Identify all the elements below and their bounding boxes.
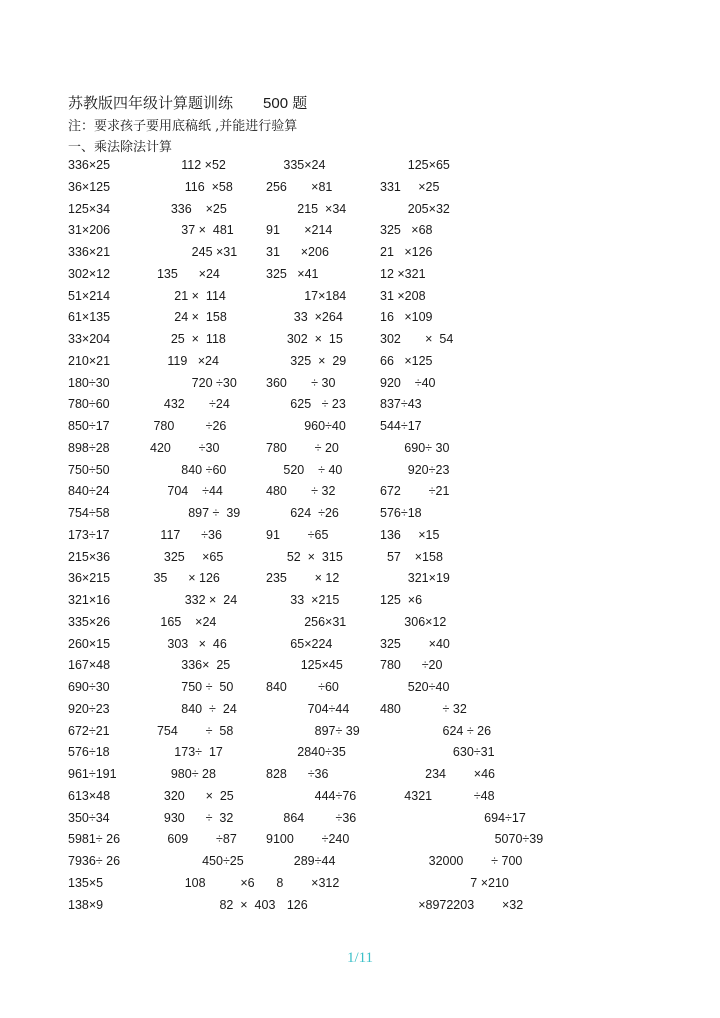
problem-cell: 336×25 bbox=[68, 158, 111, 172]
problem-cell: 31 ×206 bbox=[266, 245, 329, 259]
problem-cell: 2840÷35 bbox=[266, 745, 346, 760]
problem-row bbox=[0, 354, 720, 374]
problem-cell: 624 ÷26 bbox=[266, 506, 339, 520]
problem-cell: 289÷44 bbox=[266, 854, 336, 868]
problem-cell: 980÷ 28 bbox=[150, 767, 216, 781]
problem-cell: 750÷50 bbox=[68, 462, 110, 477]
problem-row bbox=[0, 702, 720, 722]
problem-cell: 840÷24 bbox=[68, 484, 110, 499]
problem-cell: 36×125 bbox=[68, 179, 111, 194]
problem-cell: 780 ÷ 20 bbox=[266, 440, 339, 455]
problem-cell: 325 ×68 bbox=[380, 223, 433, 238]
problem-cell: 31×206 bbox=[68, 223, 111, 238]
problem-cell: 5981÷ 26 bbox=[68, 832, 121, 847]
problem-cell: 91 ÷65 bbox=[266, 527, 329, 542]
problem-cell: 125×34 bbox=[68, 201, 111, 216]
problem-cell: 332 × 24 bbox=[150, 593, 238, 607]
problem-cell: 920÷23 bbox=[68, 701, 110, 716]
problem-row bbox=[0, 484, 720, 504]
problem-cell: 35 × 126 bbox=[150, 571, 220, 586]
problem-cell: 335×26 bbox=[68, 614, 111, 629]
problem-cell: 108 ×6 bbox=[150, 875, 255, 890]
problem-cell: 21 ×126 bbox=[380, 245, 433, 259]
problem-cell: 444÷76 bbox=[266, 788, 357, 803]
problem-cell: 864 ÷36 bbox=[266, 810, 357, 825]
problem-cell: 116 ×58 bbox=[150, 179, 233, 194]
problem-cell: 138×9 bbox=[68, 897, 104, 912]
problem-row bbox=[0, 310, 720, 330]
problem-cell: 24 × 158 bbox=[150, 310, 227, 325]
problem-cell: 173÷17 bbox=[68, 527, 110, 542]
problem-row bbox=[0, 419, 720, 439]
problem-cell: 432 ÷24 bbox=[150, 397, 230, 412]
problem-cell: 136 ×15 bbox=[380, 527, 440, 542]
problem-row bbox=[0, 745, 720, 765]
problem-cell: 750 ÷ 50 bbox=[150, 680, 234, 694]
problem-row bbox=[0, 593, 720, 613]
problem-cell: 321×16 bbox=[68, 593, 111, 607]
problem-cell: 135 ×24 bbox=[150, 266, 220, 281]
problem-cell: 21 × 114 bbox=[150, 288, 226, 303]
problem-cell: 61×135 bbox=[68, 310, 111, 325]
problem-row bbox=[0, 376, 720, 396]
problem-cell: 245 ×31 bbox=[150, 245, 238, 259]
problem-row bbox=[0, 506, 720, 526]
problem-cell: 609 ÷87 bbox=[150, 832, 237, 847]
problem-cell: 690÷30 bbox=[68, 680, 110, 694]
problem-cell: 126 bbox=[266, 897, 308, 912]
problem-cell: 576÷18 bbox=[68, 745, 110, 760]
problem-cell: 694÷17 bbox=[380, 810, 526, 825]
problem-row bbox=[0, 202, 720, 222]
problem-cell: 576÷18 bbox=[380, 506, 422, 520]
problem-cell: 4321 ÷48 bbox=[380, 788, 495, 803]
problem-cell: 920÷23 bbox=[380, 462, 450, 477]
problem-cell: 57 ×158 bbox=[380, 549, 443, 564]
problem-cell: 625 ÷ 23 bbox=[266, 397, 346, 412]
problem-cell: 350÷34 bbox=[68, 810, 110, 825]
problem-cell: 961÷191 bbox=[68, 767, 117, 781]
problem-cell: 302×12 bbox=[68, 266, 111, 281]
problem-cell: 325 × 29 bbox=[266, 353, 347, 368]
problem-cell: 303 × 46 bbox=[150, 636, 227, 651]
problem-row bbox=[0, 724, 720, 744]
problem-row bbox=[0, 876, 720, 896]
problem-cell: 624 ÷ 26 bbox=[380, 723, 492, 738]
problem-row bbox=[0, 180, 720, 200]
problem-cell: 7936÷ 26 bbox=[68, 854, 121, 868]
problem-cell: 320 × 25 bbox=[150, 788, 234, 803]
page-title bbox=[68, 92, 307, 113]
problem-cell: 960÷40 bbox=[266, 419, 346, 433]
problem-row bbox=[0, 615, 720, 635]
problem-cell: 91 ×214 bbox=[266, 223, 333, 238]
problem-cell: 52 × 315 bbox=[266, 549, 343, 564]
problem-cell: 480 ÷ 32 bbox=[380, 701, 467, 716]
problem-cell: 850÷17 bbox=[68, 419, 110, 433]
problem-cell: 780÷60 bbox=[68, 397, 110, 412]
problem-cell: 306×12 bbox=[380, 614, 447, 629]
problem-cell: 613×48 bbox=[68, 788, 111, 803]
problem-row bbox=[0, 854, 720, 874]
problem-cell: 920 ÷40 bbox=[380, 375, 436, 390]
problem-cell: 31 ×208 bbox=[380, 288, 426, 303]
problem-cell: 66 ×125 bbox=[380, 353, 433, 368]
problem-cell: 256 ×81 bbox=[266, 179, 333, 194]
problem-cell: 302 × 15 bbox=[266, 332, 343, 346]
problem-cell: 325 ×41 bbox=[266, 266, 319, 281]
problem-row bbox=[0, 898, 720, 918]
problem-cell: 51×214 bbox=[68, 288, 111, 303]
problem-row bbox=[0, 289, 720, 309]
problem-cell: ×8972203 ×32 bbox=[380, 897, 524, 912]
problem-cell: 360 ÷ 30 bbox=[266, 375, 336, 390]
title-count: 500 题 bbox=[263, 95, 308, 112]
problem-row bbox=[0, 245, 720, 265]
problem-cell: 215 ×34 bbox=[266, 201, 347, 216]
problem-cell: 8 ×312 bbox=[266, 875, 340, 890]
instruction-note: 注：要求孩子要用底稿纸 ,并能进行验算 bbox=[68, 119, 298, 134]
problem-cell: 420 ÷30 bbox=[150, 440, 220, 455]
problem-cell: 331 ×25 bbox=[380, 179, 440, 194]
problem-cell: 235 × 12 bbox=[266, 571, 340, 586]
problem-cell: 234 ×46 bbox=[380, 767, 495, 781]
problem-row bbox=[0, 658, 720, 678]
problem-row bbox=[0, 680, 720, 700]
problem-row bbox=[0, 158, 720, 178]
problem-cell: 335×24 bbox=[266, 158, 326, 172]
problem-cell: 837÷43 bbox=[380, 397, 422, 412]
problem-cell: 33 ×215 bbox=[266, 593, 340, 607]
problem-cell: 210×21 bbox=[68, 353, 111, 368]
problem-cell: 930 ÷ 32 bbox=[150, 810, 234, 825]
problem-cell: 630÷31 bbox=[380, 745, 495, 760]
problem-cell: 720 ÷30 bbox=[150, 375, 237, 390]
problem-cell: 65×224 bbox=[266, 636, 333, 651]
problem-cell: 754÷58 bbox=[68, 506, 110, 520]
problem-cell: 897÷ 39 bbox=[266, 723, 360, 738]
problem-cell: 117 ÷36 bbox=[150, 527, 222, 542]
problem-cell: 180÷30 bbox=[68, 375, 110, 390]
problem-cell: 480 ÷ 32 bbox=[266, 484, 336, 499]
problem-cell: 325 ×40 bbox=[380, 636, 450, 651]
problem-cell: 5070÷39 bbox=[380, 832, 544, 847]
problem-row bbox=[0, 463, 720, 483]
problem-cell: 33 ×264 bbox=[266, 310, 343, 325]
problem-row bbox=[0, 767, 720, 787]
problem-cell: 36×215 bbox=[68, 571, 111, 586]
problem-cell: 336 ×25 bbox=[150, 201, 227, 216]
problem-cell: 16 ×109 bbox=[380, 310, 433, 325]
problem-cell: 690÷ 30 bbox=[380, 440, 450, 455]
problem-cell: 7 ×210 bbox=[380, 875, 509, 890]
problem-cell: 167×48 bbox=[68, 658, 111, 673]
problem-cell: 25 × 118 bbox=[150, 332, 226, 346]
problem-row bbox=[0, 441, 720, 461]
problem-cell: 754 ÷ 58 bbox=[150, 723, 234, 738]
problem-cell: 336× 25 bbox=[150, 658, 231, 673]
problem-cell: 840 ÷ 24 bbox=[150, 701, 237, 716]
problem-row bbox=[0, 571, 720, 591]
problem-row bbox=[0, 332, 720, 352]
problem-cell: 119 ×24 bbox=[150, 353, 219, 368]
problem-cell: 840 ÷60 bbox=[150, 462, 227, 477]
problem-cell: 32000 ÷ 700 bbox=[380, 854, 523, 868]
problem-row bbox=[0, 267, 720, 287]
problem-cell: 33×204 bbox=[68, 332, 111, 346]
problem-cell: 672 ÷21 bbox=[380, 484, 450, 499]
problem-cell: 544÷17 bbox=[380, 419, 422, 433]
problem-cell: 336×21 bbox=[68, 245, 111, 259]
problem-cell: 450÷25 bbox=[150, 854, 244, 868]
problem-cell: 780 ÷20 bbox=[380, 658, 443, 673]
problem-cell: 828 ÷36 bbox=[266, 767, 329, 781]
problem-cell: 897 ÷ 39 bbox=[150, 506, 241, 520]
page-number: 1/11 bbox=[346, 950, 374, 966]
problem-cell: 37 × 481 bbox=[150, 223, 234, 238]
problem-cell: 205×32 bbox=[380, 201, 450, 216]
problem-cell: 9100 ÷240 bbox=[266, 832, 350, 847]
problem-cell: 321×19 bbox=[380, 571, 450, 586]
problem-cell: 215×36 bbox=[68, 549, 111, 564]
problem-cell: 17×184 bbox=[266, 288, 347, 303]
problem-cell: 520÷40 bbox=[380, 680, 450, 694]
problem-cell: 112 ×52 bbox=[150, 158, 226, 172]
problem-cell: 520 ÷ 40 bbox=[266, 462, 343, 477]
problem-cell: 165 ×24 bbox=[150, 614, 217, 629]
problem-cell: 256×31 bbox=[266, 614, 347, 629]
title-text: 苏教版四年级计算题训练 bbox=[68, 94, 234, 112]
problem-cell: 125×45 bbox=[266, 658, 343, 673]
section-heading: 一、乘法除法计算 bbox=[68, 140, 173, 155]
problem-cell: 82 × 403 bbox=[150, 897, 276, 912]
problem-cell: 840 ÷60 bbox=[266, 680, 339, 694]
problem-cell: 704 ÷44 bbox=[150, 484, 223, 499]
problem-cell: 260×15 bbox=[68, 636, 111, 651]
problem-row bbox=[0, 832, 720, 852]
problem-row bbox=[0, 550, 720, 570]
problem-row bbox=[0, 789, 720, 809]
problem-row bbox=[0, 397, 720, 417]
problem-cell: 780 ÷26 bbox=[150, 419, 227, 433]
problem-cell: 125×65 bbox=[380, 158, 450, 172]
problem-row bbox=[0, 637, 720, 657]
problem-cell: 672÷21 bbox=[68, 723, 110, 738]
problem-cell: 704÷44 bbox=[266, 701, 350, 716]
problem-row bbox=[0, 811, 720, 831]
problem-cell: 135×5 bbox=[68, 875, 104, 890]
problem-cell: 302 × 54 bbox=[380, 332, 454, 346]
problem-cell: 173÷ 17 bbox=[150, 745, 223, 760]
problem-cell: 898÷28 bbox=[68, 440, 110, 455]
problem-row bbox=[0, 528, 720, 548]
problem-row bbox=[0, 223, 720, 243]
problem-cell: 125 ×6 bbox=[380, 593, 423, 607]
problem-cell: 325 ×65 bbox=[150, 549, 224, 564]
problem-cell: 12 ×321 bbox=[380, 266, 426, 281]
